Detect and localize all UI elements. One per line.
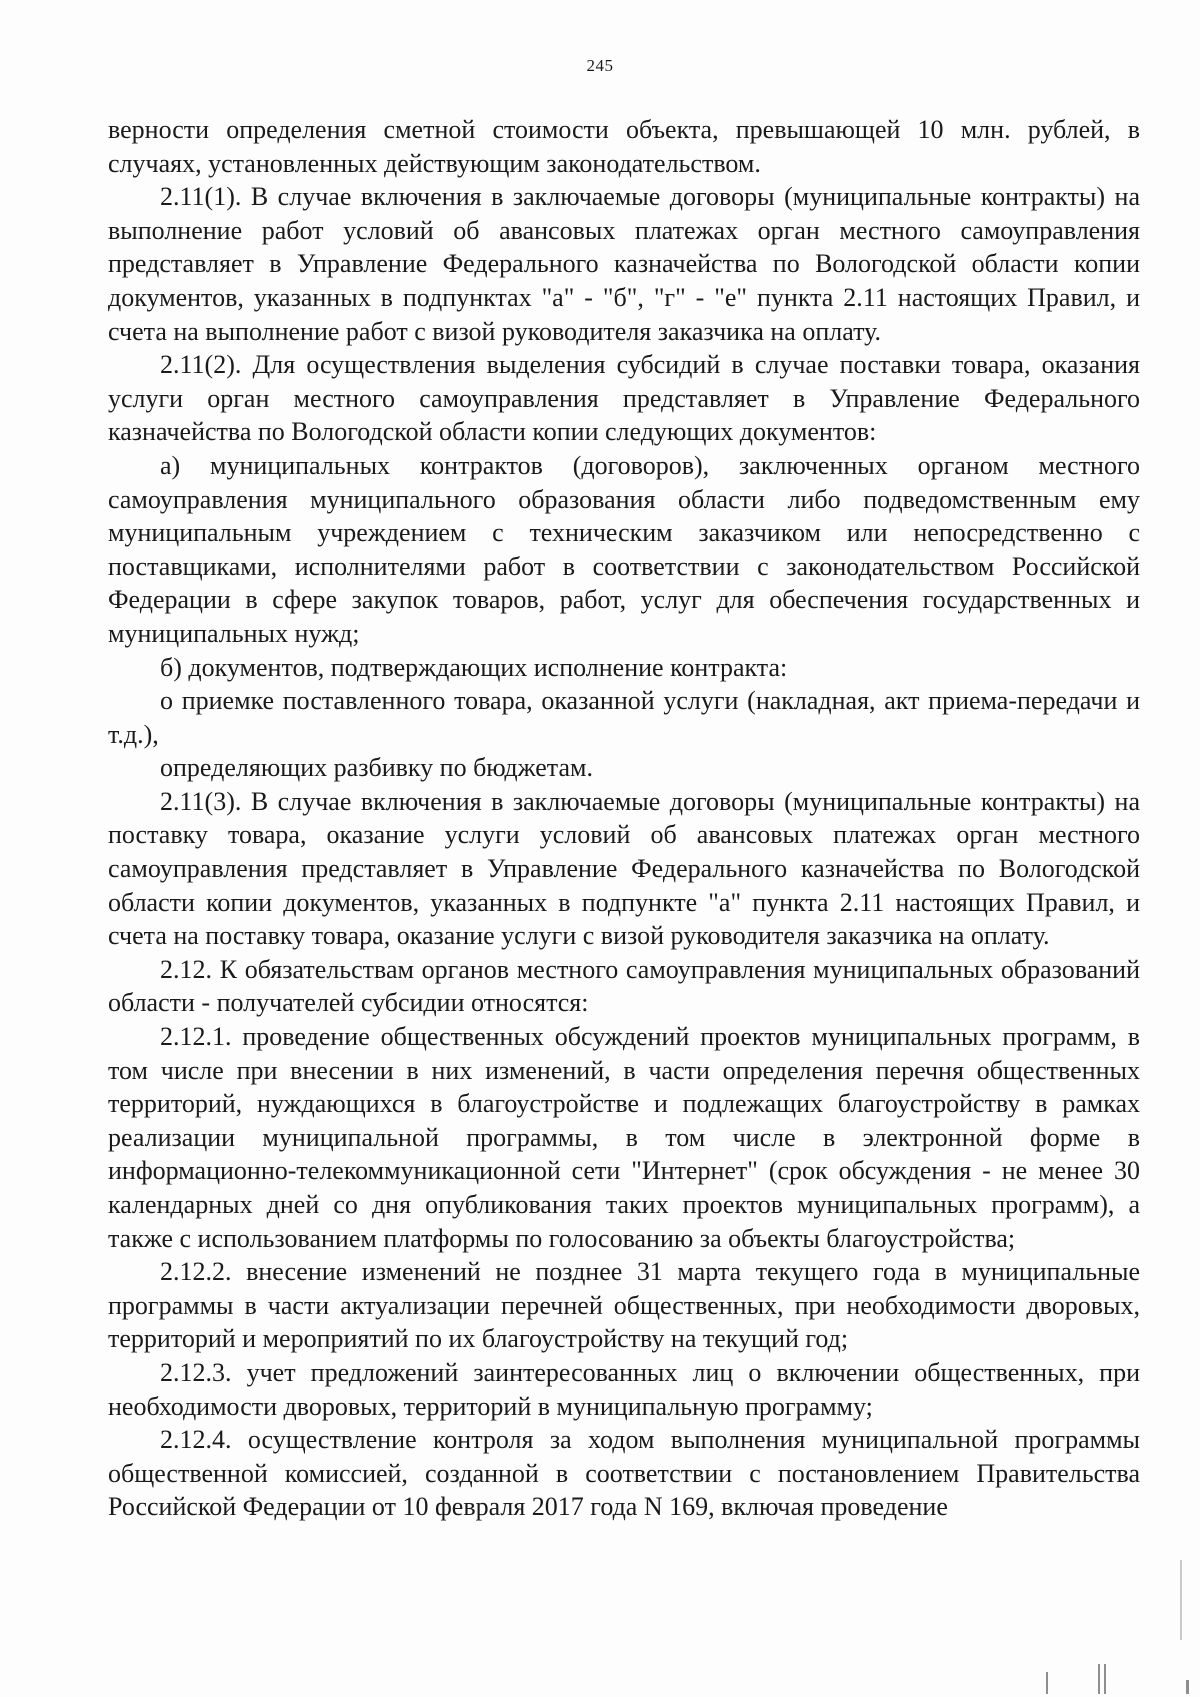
paragraph-item-b-acceptance: о приемке поставленного товара, оказанной услуги (накладная, акт приема-передачи и т.д.), [108,686,1140,749]
scan-artifact [1098,1664,1100,1694]
paragraph-continuation: верности определения сметной стоимости объекта, превышающей 10 млн. рублей, в случаях, установленных действующим законодательством. [108,115,1140,178]
paragraph-item-b-budget: определяющих разбивку по бюджетам. [160,753,593,783]
scan-artifact [1186,1680,1189,1694]
paragraph-2-12-2: 2.12.2. внесение изменений не позднее 31 марта текущего года в муниципальные программы в части актуализации перечней общественных, при необходимости дворовых, территорий и мероприятий по их благоустройству на текущий год; [108,1257,1140,1354]
document-body [108,113,1140,1524]
paragraph-2-12-3: 2.12.3. учет предложений заинтересованных лиц о включении общественных, при необходимости дворовых, территорий в муниципальную программу; [108,1357,1140,1421]
paragraph-item-a: а) муниципальных контрактов (договоров), заключенных органом местного самоуправления муниципального образования области либо подведомственным ему муниципальным учреждением с техническим заказчиком или непосредственно с поставщиками, исполнителями работ в соответствии с законодательством Российской Федерации в сфере закупок товаров, работ, услуг для обеспечения государственных и муниципальных нужд; [108,450,1140,648]
paragraph-2-11-1: 2.11(1). В случае включения в заключаемые договоры (муниципальные контракты) на выполнение работ условий об авансовых платежах орган местного самоуправления представляет в Управление Федерального казначейства по Вологодской области копии документов, указанных в подпунктах "а" - "б", "г" - "е" пункта 2.11 настоящих Правил, и счета на выполнение работ с визой руководителя заказчика на оплату. [108,182,1140,346]
paragraph-2-11-2: 2.11(2). Для осуществления выделения субсидий в случае поставки товара, оказания услуги орган местного самоуправления представляет в Управление Федерального казначейства по Вологодской области копии следующих документов: [108,350,1140,447]
scan-artifact [1046,1672,1048,1694]
paragraph-2-12: 2.12. К обязательствам органов местного самоуправления муниципальных образований области - получателей субсидии относятся: [108,954,1140,1018]
paragraph-2-11-3: 2.11(3). В случае включения в заключаемые договоры (муниципальные контракты) на поставку товара, оказание услуги условий об авансовых платежах орган местного самоуправления представляет в Управление Федерального казначейства по Вологодской области копии документов, указанных в подпункте "а" пункта 2.11 настоящих Правил, и счета на поставку товара, оказание услуги с визой руководителя заказчика на оплату. [108,786,1140,951]
scan-artifact [1180,1560,1182,1640]
scan-artifact [1104,1664,1106,1694]
paragraph-2-12-1: 2.12.1. проведение общественных обсуждений проектов муниципальных программ, в том числе при внесении в них изменений, в части определения перечня общественных территорий, нуждающихся в благоустройстве и подлежащих благоустройству в рамках реализации муниципальной программы, в том числе в электронной форме в информационно-телекоммуникационной сети "Интернет" (срок обсуждения - не менее 30 календарных дней со дня опубликования таких проектов муниципальных программ), а также с использованием платформы по голосованию за объекты благоустройства; [108,1022,1140,1253]
page-number: 245 [586,56,614,75]
paragraph-item-b: б) документов, подтверждающих исполнение контракта: [160,652,788,682]
paragraph-2-12-4: 2.12.4. осуществление контроля за ходом выполнения муниципальной программы общественной комиссией, созданной в соответствии с постановлением Правительства Российской Федерации от 10 февраля 2017 года N 169, включая проведение [108,1425,1140,1522]
